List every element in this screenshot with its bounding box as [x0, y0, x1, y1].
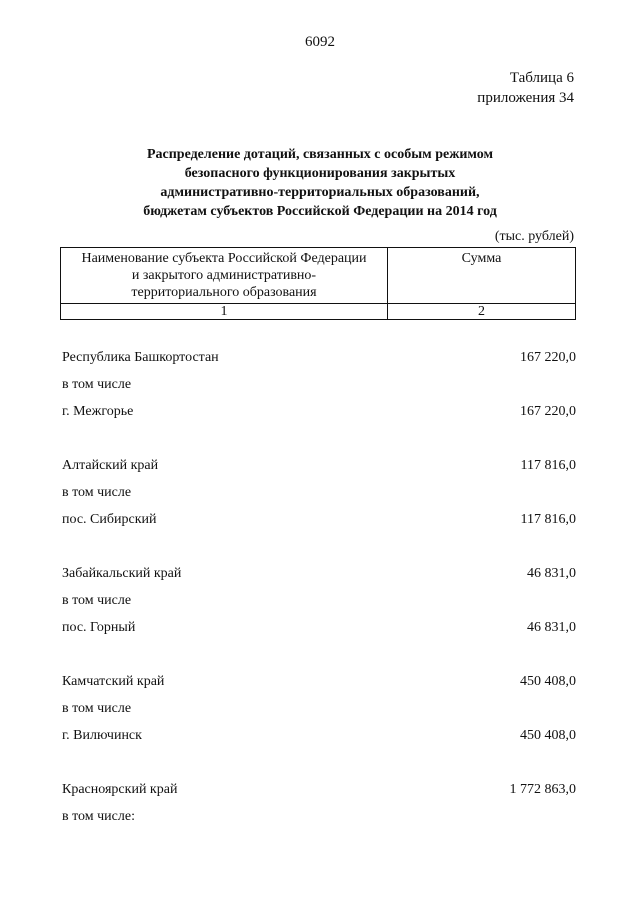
table-row — [62, 803, 576, 830]
table-row — [62, 506, 576, 533]
unit-label: (тыс. рублей) — [494, 229, 574, 244]
table-row — [62, 398, 576, 425]
row-spacer — [62, 749, 576, 776]
row-name: в том числе: — [62, 809, 135, 824]
row-name: Алтайский край — [62, 458, 159, 473]
row-amount: 46 831,0 — [527, 566, 576, 581]
header-name-line2: и закрытого административно- — [131, 268, 317, 283]
column-number-2: 2 — [388, 304, 576, 320]
row-amount: 450 408,0 — [520, 674, 576, 689]
header-name-line3: территориального образования — [131, 285, 317, 300]
title-line1: Распределение дотаций, связанных с особым режимом — [146, 147, 494, 162]
row-spacer — [62, 425, 576, 452]
table-row — [62, 722, 576, 749]
table-row — [62, 344, 576, 371]
row-amount: 117 816,0 — [520, 458, 576, 473]
header-name-cell — [61, 248, 388, 304]
row-name: в том числе — [62, 701, 132, 716]
row-spacer — [62, 641, 576, 668]
table-row — [62, 668, 576, 695]
row-name: Республика Башкортостан — [62, 350, 219, 365]
title-line2: безопасного функционирования закрытых — [184, 166, 456, 181]
row-name: Красноярский край — [62, 782, 178, 797]
row-name: пос. Сибирский — [62, 512, 157, 527]
row-name: пос. Горный — [62, 620, 136, 635]
title-line3: административно-территориальных образований, — [160, 185, 480, 200]
table-row — [62, 695, 576, 722]
table-row — [62, 776, 576, 803]
row-name: в том числе — [62, 485, 132, 500]
row-name: Камчатский край — [62, 674, 165, 689]
header-sum-cell: Сумма — [388, 248, 576, 304]
table-body — [62, 344, 576, 830]
document-title — [60, 145, 580, 221]
table-row — [62, 479, 576, 506]
page-number: 6092 — [305, 34, 335, 50]
row-name: в том числе — [62, 377, 132, 392]
row-name: в том числе — [62, 593, 132, 608]
table-reference — [477, 68, 574, 108]
row-amount: 450 408,0 — [520, 728, 576, 743]
row-name: Забайкальский край — [62, 566, 182, 581]
table-header — [60, 247, 576, 320]
row-spacer — [62, 533, 576, 560]
header-name-line1: Наименование субъекта Российской Федерации — [81, 251, 367, 266]
table-row — [62, 452, 576, 479]
row-amount: 46 831,0 — [527, 620, 576, 635]
row-amount: 167 220,0 — [520, 350, 576, 365]
row-name: г. Межгорье — [62, 404, 134, 419]
row-amount: 167 220,0 — [520, 404, 576, 419]
column-number-1: 1 — [61, 304, 388, 320]
table-row — [62, 560, 576, 587]
table-row — [62, 587, 576, 614]
row-amount: 1 772 863,0 — [509, 782, 576, 797]
table-row — [62, 371, 576, 398]
header-row — [61, 248, 576, 304]
row-amount: 117 816,0 — [520, 512, 576, 527]
table-row — [62, 614, 576, 641]
column-number-row — [61, 304, 576, 320]
title-line4: бюджетам субъектов Российской Федерации на 2014 год — [143, 204, 497, 219]
table-ref-line2: приложения 34 — [477, 90, 574, 106]
row-name: г. Вилючинск — [62, 728, 142, 743]
table-ref-line1: Таблица 6 — [509, 70, 574, 86]
